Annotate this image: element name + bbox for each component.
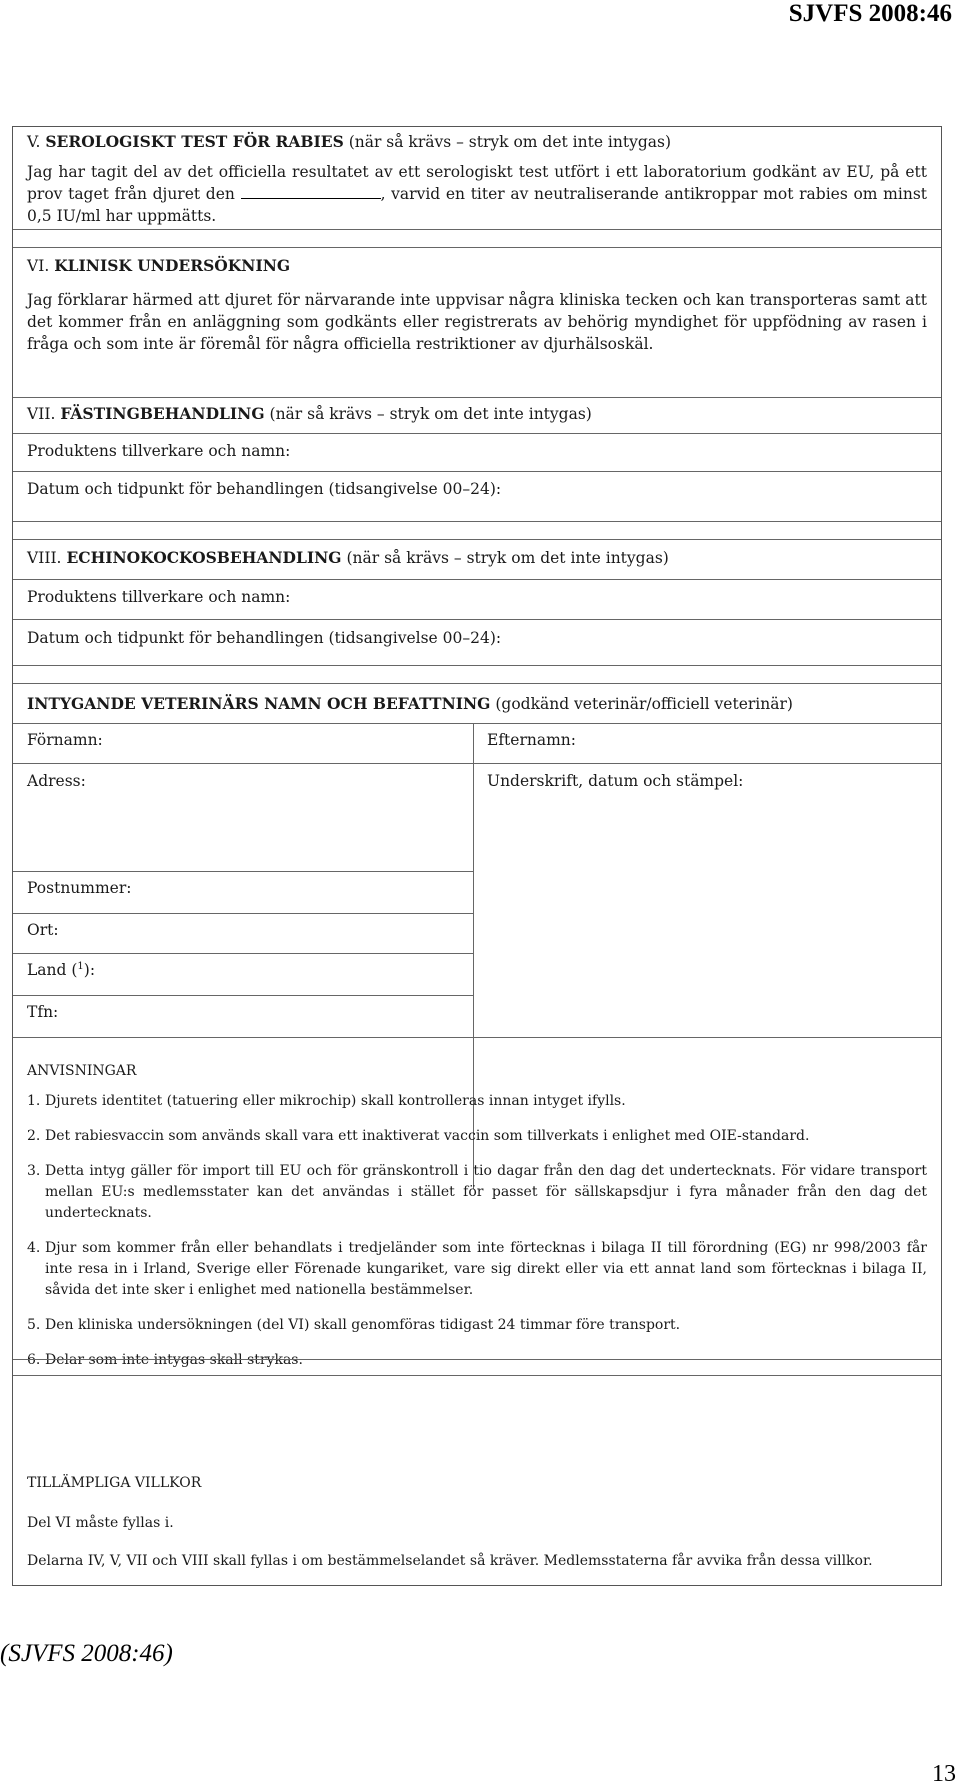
citation: (SJVFS 2008:46) xyxy=(0,1640,173,1667)
vet-heading xyxy=(27,693,927,715)
last-name-field[interactable]: Efternamn: xyxy=(487,731,576,749)
divider xyxy=(13,471,941,472)
conditions-line-1: Del VI måste fyllas i. xyxy=(27,1515,174,1531)
divider xyxy=(13,1375,941,1376)
divider xyxy=(13,665,941,666)
section-vii-datetime-field[interactable]: Datum och tidpunkt för behandlingen (tidsangivelse 00–24): xyxy=(27,480,502,498)
divider xyxy=(13,871,473,872)
conditions-title: TILLÄMPLIGA VILLKOR xyxy=(27,1475,202,1491)
section-viii-heading xyxy=(27,547,927,569)
instruction-text: Det rabiesvaccin som används skall vara ett inaktiverat vaccin som tillverkats i enlighet med OIE-standard. xyxy=(45,1128,810,1144)
section-vii-manufacturer-field[interactable]: Produktens tillverkare och namn: xyxy=(27,442,291,460)
divider xyxy=(13,521,941,522)
divider xyxy=(13,913,473,914)
divider xyxy=(13,433,941,434)
instruction-text: Djur som kommer från eller behandlats i tredjeländer som inte förtecknas i bilaga II till förordning (EG) nr 998/2003 får inte resa in i Irland, Sverige eller Förenade kungariket, vare sig direkt eller via ett annat land som förtecknas i bilaga II, såvida det inte sker i enlighet med nationella bestämmelser. xyxy=(45,1240,927,1298)
phone-field[interactable]: Tfn: xyxy=(27,1003,59,1021)
conditions-line-2: Delarna IV, V, VII och VIII skall fyllas i om bestämmelselandet så kräver. Medlemsstaterna får avvika från dessa villkor. xyxy=(27,1553,873,1569)
certificate-form xyxy=(12,126,942,1586)
section-vii-title: FÄSTINGBEHANDLING xyxy=(60,404,265,423)
instruction-item: 3. Detta intyg gäller för import till EU och för gränskontroll i tio dagar från den dag det undertecknats. För vidare transport mellan EU:s medlemsstater kan det användas i stället för passet för sällskapsdjur i fyra månader från den dag det undertecknats. xyxy=(27,1163,927,1221)
vet-note: (godkänd veterinär/officiell veterinär) xyxy=(495,695,793,713)
instruction-text: Den kliniska undersökningen (del VI) skall genomföras tidigast 24 timmar före transport. xyxy=(45,1317,681,1333)
header-code: SJVFS 2008:46 xyxy=(788,0,952,27)
section-vi-heading xyxy=(27,255,927,277)
section-viii-number: VIII. xyxy=(27,549,62,567)
section-vi xyxy=(13,247,941,387)
divider xyxy=(13,539,941,540)
divider xyxy=(13,953,473,954)
section-v-heading xyxy=(27,131,927,153)
instruction-item: 1. Djurets identitet (tatuering eller mikrochip) skall kontrolleras innan intyget ifylls. xyxy=(27,1093,626,1109)
section-vi-text: Jag förklarar härmed att djuret för närvarande inte uppvisar några kliniska tecken och kan transporteras samt att det kommer från en anläggning som godkänts eller registrerats av behörig myndighet för uppfödning av rasen i fråga och som inte är föremål för några officiella restriktioner av djurhälsoskäl. xyxy=(27,291,927,353)
city-field[interactable]: Ort: xyxy=(27,921,59,939)
instruction-text: Delar som inte intygas skall strykas. xyxy=(45,1352,303,1368)
divider xyxy=(13,995,473,996)
instruction-item: 5. Den kliniska undersökningen (del VI) skall genomföras tidigast 24 timmar före transport. xyxy=(27,1317,681,1333)
section-vi-number: VI. xyxy=(27,257,50,275)
section-v-text-b: , varvid en titer av neutraliserande antikroppar mot rabies om minst 0,5 IU/ml har uppmätts. xyxy=(27,185,928,225)
country-label: Land ( xyxy=(27,961,78,980)
section-viii-note: (när så krävs – stryk om det inte intygas) xyxy=(346,549,669,567)
section-v-text xyxy=(27,161,927,227)
divider xyxy=(13,619,941,620)
section-viii-title: ECHINOKOCKOSBEHANDLING xyxy=(66,548,342,567)
divider xyxy=(13,763,941,764)
divider xyxy=(13,397,941,398)
country-field[interactable] xyxy=(27,961,95,979)
section-v-text-a: Jag har tagit del av det officiella resultatet av ett serologiskt test utfört i ett laboratorium godkänt av EU, på ett prov taget från djuret den xyxy=(27,163,927,203)
instruction-text: Djurets identitet (tatuering eller mikrochip) skall kontrolleras innan intyget ifylls. xyxy=(45,1093,626,1109)
section-v-note: (när så krävs – stryk om det inte intygas) xyxy=(348,133,672,151)
address-field[interactable]: Adress: xyxy=(27,772,86,790)
first-name-field[interactable]: Förnamn: xyxy=(27,731,103,749)
section-v xyxy=(13,127,941,229)
divider xyxy=(13,683,941,684)
section-vii-note: (när så krävs – stryk om det inte intygas) xyxy=(269,405,592,423)
country-label-end: ): xyxy=(83,961,96,980)
test-date-blank[interactable] xyxy=(241,184,381,199)
divider xyxy=(13,1037,941,1038)
section-viii-datetime-field[interactable]: Datum och tidpunkt för behandlingen (tidsangivelse 00–24): xyxy=(27,629,502,647)
section-viii-manufacturer-field[interactable]: Produktens tillverkare och namn: xyxy=(27,588,291,606)
divider xyxy=(13,723,941,724)
section-vii-heading xyxy=(27,403,927,425)
section-vi-title: KLINISK UNDERSÖKNING xyxy=(54,256,291,275)
section-v-number: V. xyxy=(27,133,41,151)
divider xyxy=(13,1359,941,1360)
section-v-title: SEROLOGISKT TEST FÖR RABIES xyxy=(45,132,344,151)
instruction-text: Detta intyg gäller för import till EU och för gränskontroll i tio dagar från den dag det undertecknats. För vidare transport mellan EU:s medlemsstater kan det användas i stället för passet för sällskapsdjur i fyra månader från den dag det undertecknats. xyxy=(45,1163,927,1221)
divider xyxy=(13,229,941,230)
signature-field[interactable]: Underskrift, datum och stämpel: xyxy=(487,772,744,790)
instructions-title: ANVISNINGAR xyxy=(27,1063,137,1079)
section-vii-number: VII. xyxy=(27,405,56,423)
postal-code-field[interactable]: Postnummer: xyxy=(27,879,132,897)
country-footnote-ref: 1 xyxy=(77,961,84,972)
instructions-list xyxy=(27,1091,927,1385)
divider xyxy=(13,579,941,580)
instruction-item: 4. Djur som kommer från eller behandlats i tredjeländer som inte förtecknas i bilaga II till förordning (EG) nr 998/2003 får inte resa in i Irland, Sverige eller Förenade kungariket, vare sig direkt eller via ett annat land som förtecknas i bilaga II, såvida det inte sker i enlighet med nationella bestämmelser. xyxy=(27,1240,927,1298)
instruction-item: 2. Det rabiesvaccin som används skall vara ett inaktiverat vaccin som tillverkats i enlighet med OIE-standard. xyxy=(27,1128,810,1144)
instruction-item: 6. Delar som inte intygas skall strykas. xyxy=(27,1352,303,1368)
vet-title: INTYGANDE VETERINÄRS NAMN OCH BEFATTNING xyxy=(27,694,491,713)
page-number: 13 xyxy=(932,1761,956,1787)
